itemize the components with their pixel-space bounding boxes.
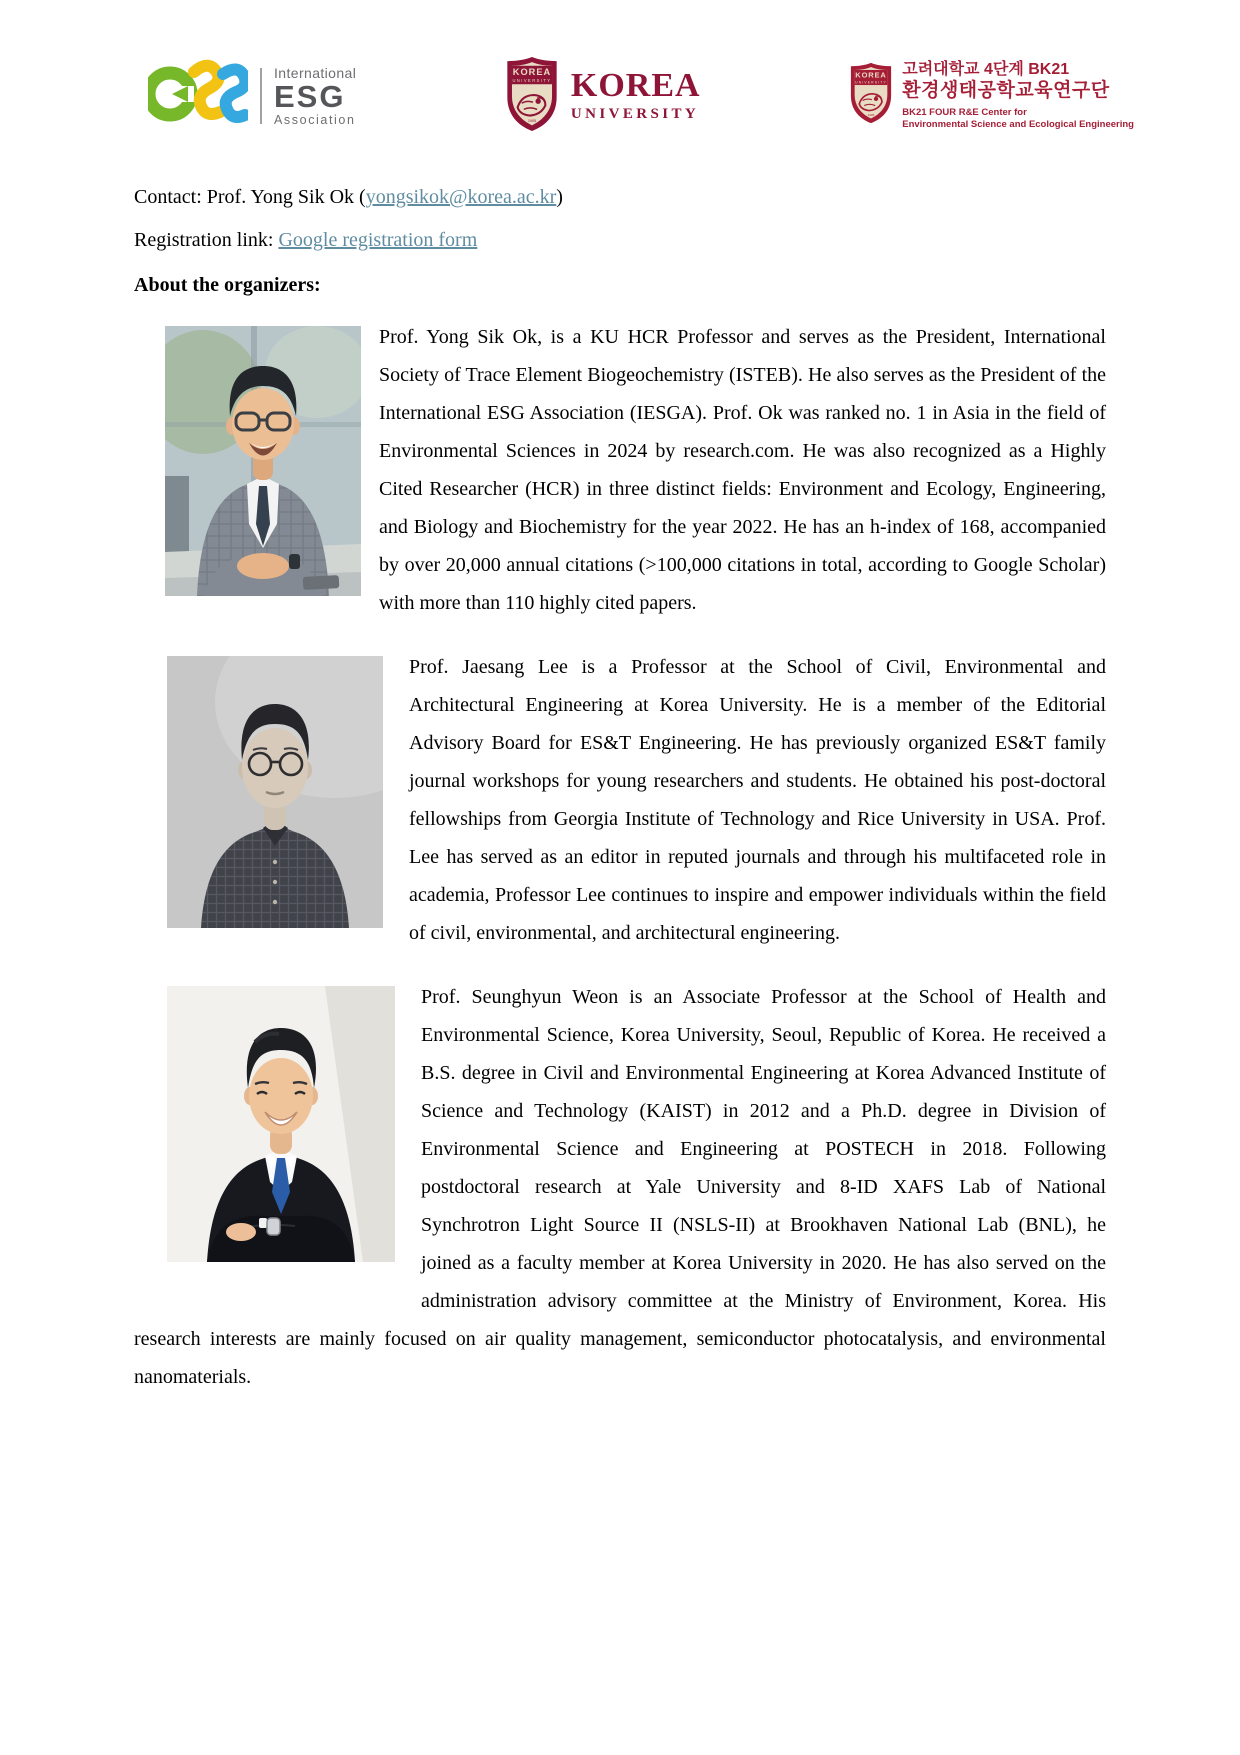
bio-yong-sik-ok [134,318,1106,622]
esg-association-logo [148,58,356,135]
ku-shield-korea-text: KOREA [512,66,552,77]
contact-label: Contact: Prof. Yong Sik Ok ( [134,186,366,208]
registration-form-link[interactable]: Google registration form [278,229,478,251]
organizer-photo-yong-sik-ok [165,326,361,609]
organizer-photo-jaesang-lee [167,656,383,941]
document-body [134,184,1106,1396]
bio-text-seunghyun-weon: Prof. Seunghyun Weon is an Associate Professor at the School of Health and Environmental Science, Korea University, Seoul, Republic of Korea. He received a B.S. degree in Civil and Environmental Engineering at Korea Advanced Institute of Science and Technology (KAIST) in 2012 and a Ph.D. degree in Division of Environmental Science and Engineering at POSTECH in 2018. Following postdoctoral research at Yale University and 8-ID XAFS Lab of National Synchrotron Light Source II (NSLS-II) at Brookhaven National Lab (BNL), he joined as a faculty member at Korea University in 2020. He has also served on the administration advisory committee at the Ministry of Environment, Korea. His research interests are mainly focused on air quality management, semiconductor photocatalysis, and environmental nanomaterials. [134,986,1106,1388]
bio-text-jaesang-lee: Prof. Jaesang Lee is a Professor at the School of Civil, Environmental and Architectural Engineering at Korea University. He is a member of the Editorial Advisory Board for ES&T Engineering. He has previously organized ES&T family journal workshops for young researchers and students. He obtained his post-doctoral fellowships from Georgia Institute of Technology and Rice University in USA. Prof. Lee has served as an editor in reputed journals and through his multifaceted role in academia, Professor Lee continues to inspire and empower individuals within the field of civil, environmental, and architectural engineering. [409,656,1106,944]
organizers-heading: About the organizers: [134,274,321,296]
bk21-korean-line2: 환경생태공학교육연구단 [902,80,1110,102]
ku-wordmark-university: UNIVERSITY [570,106,700,122]
korea-university-logo [506,56,701,137]
esg-logo-text [274,65,356,128]
ku-wordmark [571,69,701,123]
bk21-english-name [902,107,1134,132]
bk21-shield-icon [850,62,892,129]
bk21-shield-year-text: 1905 [867,113,875,118]
bio-text-yong-sik-ok: Prof. Yong Sik Ok, is a KU HCR Professor and serves as the President, International Society of Trace Element Biogeochemistry (ISTEB). He also serves as the President of the International ESG Association (IESGA). Prof. Ok was ranked no. 1 in Asia in the field of Environmental Sciences in 2024 by research.com. He was also recognized as a Highly Cited Researcher (HCR) in three distinct fields: Environment and Ecology, Engineering, and Biology and Biochemistry for the year 2022. He has an h-index of 168, accompanied by over 20,000 annual citations (>100,000 citations in total, according to Google Scholar) with more than 110 highly cited papers. [379,326,1106,614]
registration-label: Registration link: [134,229,279,251]
ku-shield-university-text: UNIVERSITY [512,77,552,83]
bio-seunghyun-weon [134,978,1106,1396]
bk21-shield-korea-text: KOREA [855,70,887,80]
organizer-photo-seunghyun-weon [167,986,395,1275]
contact-suffix: ) [556,186,563,208]
esg-logo-line-international: International [274,64,357,81]
ku-shield-year-text: 1905 [527,118,537,123]
contact-line [134,184,1106,210]
registration-line [134,227,1106,253]
bk21-shield-university-text: UNIVERSITY [855,80,888,85]
esg-mark-icon [148,58,248,135]
bio-jaesang-lee [134,648,1106,952]
bk21-logo-text [902,60,1134,131]
header-logos [0,0,1240,138]
contact-email-link[interactable]: yongsikok@korea.ac.kr [365,186,557,208]
bk21-korean-line1: 고려대학교 4단계 BK21 [902,61,1070,79]
bk21-english-line2: Environmental Science and Ecological Engineering [902,119,1134,131]
bk21-center-logo [850,60,1134,131]
esg-logo-line-association: Association [274,113,356,128]
bk21-english-line1: BK21 FOUR R&E Center for [902,107,1027,119]
esg-logo-divider [260,68,262,124]
ku-wordmark-korea: KOREA [570,67,701,104]
ku-shield-icon [506,56,558,137]
esg-logo-line-esg: ESG [274,78,346,114]
